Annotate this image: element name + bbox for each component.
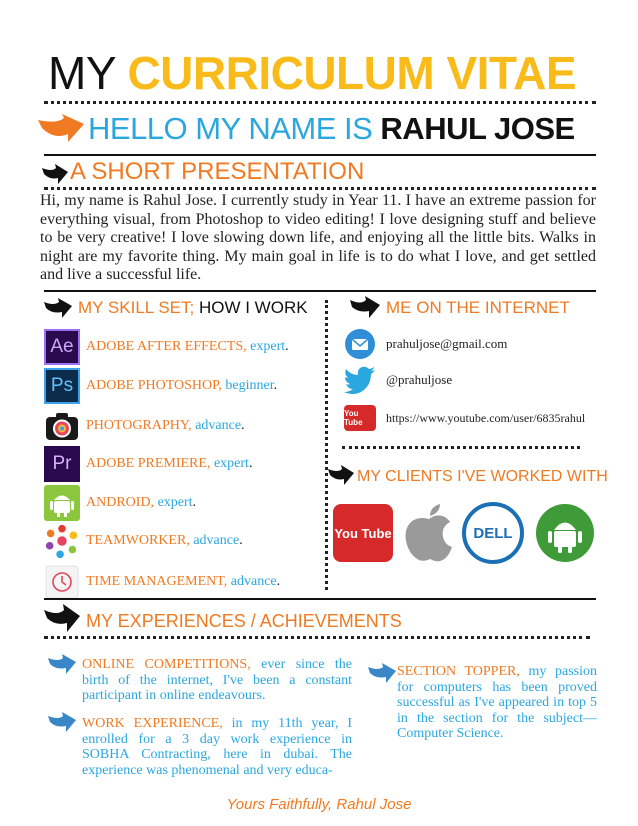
skill-photoshop (44, 368, 277, 404)
skill-period: . (248, 456, 253, 471)
email-text[interactable]: prahuljose@gmail.com (386, 336, 508, 351)
experience-heading: MY EXPERIENCES / ACHIEVEMENTS (86, 611, 402, 631)
client-apple (398, 502, 460, 564)
skill-level: advance (230, 574, 277, 589)
experience-title: WORK EXPERIENCE, (82, 716, 223, 731)
skill-name: PHOTOGRAPHY, (86, 418, 192, 433)
skill-name: ADOBE PREMIERE, (86, 456, 211, 471)
hello-divider (44, 154, 596, 156)
photoshop-icon: Ps (44, 368, 80, 404)
skill-level: expert (250, 339, 286, 354)
experience-text: in my 11th year, I enrolled for a 3 day work experience in SOBHA Contracting, here in dubai. The experience was phenomenal and very educa- (82, 716, 352, 778)
internet-divider (342, 446, 580, 449)
clients-heading: MY CLIENTS I'VE WORKED WITH (357, 468, 608, 485)
youtube-logo-text: You Tube (333, 504, 393, 562)
skill-level: advance (193, 533, 240, 548)
experience-top-line (44, 598, 596, 600)
client-dell (462, 502, 524, 564)
skill-name: TIME MANAGEMENT, (86, 574, 228, 589)
skill-name: ADOBE AFTER EFFECTS, (86, 339, 247, 354)
dell-logo-text: DELL (473, 524, 513, 542)
apple-icon (403, 503, 455, 563)
arrow-icon (38, 114, 84, 142)
after-effects-icon: Ae (44, 329, 80, 365)
android-icon (44, 485, 80, 521)
skill-photography (44, 408, 245, 444)
presentation-body: Hi, my name is Rahul Jose. I currently study in Year 11. I have an extreme passion for everything visual, from Photoshop to video editing! I love designing stuff and believe to be very creative! I love slowing down life, and enjoying all the little bits. Walks in night are my favorite thing. My main goal in life is to do what I love, and get settled and live a successful life. (40, 192, 596, 283)
internet-heading: ME ON THE INTERNET (386, 298, 570, 317)
skill-time-management (44, 564, 280, 600)
skills-heading-plain: HOW I WORK (198, 298, 308, 317)
youtube-link[interactable]: https://www.youtube.com/user/6835rahul (386, 410, 586, 425)
skill-level: expert (213, 456, 249, 471)
arrow-icon (328, 465, 354, 485)
arrow-icon (368, 663, 396, 683)
skill-name: TEAMWORKER, (86, 533, 190, 548)
skill-level: beginner (225, 378, 274, 393)
experience-title: ONLINE COMPETITIONS, (82, 657, 251, 672)
skill-android (44, 485, 196, 521)
contact-twitter (344, 365, 452, 395)
arrow-icon (42, 164, 68, 184)
team-icon (44, 523, 80, 559)
skill-level: expert (157, 495, 193, 510)
column-divider (325, 300, 328, 590)
twitter-icon (344, 365, 376, 395)
arrow-icon (44, 604, 80, 632)
skill-level: advance (195, 418, 242, 433)
skill-premiere (44, 446, 252, 482)
skills-heading-accent: MY SKILL SET; (78, 298, 195, 317)
arrow-icon (44, 298, 72, 318)
presentation-heading: A SHORT PRESENTATION (70, 158, 365, 185)
skill-period: . (276, 574, 281, 589)
youtube-logo-text: You Tube (344, 405, 376, 431)
experience-item (82, 657, 352, 704)
title-accent: CURRICULUM VITAE (127, 47, 577, 99)
contact-email (344, 329, 507, 359)
arrow-icon (48, 654, 76, 674)
contact-youtube (344, 403, 585, 433)
hello-line (88, 110, 575, 148)
person-name: RAHUL JOSE (380, 111, 575, 146)
title-plain: MY (48, 47, 116, 99)
skill-period: . (192, 495, 197, 510)
arrow-icon (350, 296, 380, 318)
android-icon (535, 503, 595, 563)
skill-name: ANDROID, (86, 495, 155, 510)
experience-text: ever since the birth of the internet, I've been a constant participant in online endeavours. (82, 657, 353, 703)
signature: Yours Faithfully, Rahul Jose (226, 796, 412, 813)
skill-period: . (241, 418, 245, 433)
experience-text: my passion for computers has been proved successful as I've appeared in top 5 in the section for the subject—Computer Science. (397, 664, 597, 741)
skill-period: . (273, 378, 278, 393)
arrow-icon (48, 712, 76, 732)
experience-item (82, 716, 352, 778)
client-youtube (332, 502, 394, 564)
skill-teamworker (44, 523, 243, 559)
page-title (48, 48, 576, 98)
presentation-bottom-line (44, 290, 596, 292)
title-divider (44, 101, 596, 104)
client-android (534, 502, 596, 564)
experience-title: SECTION TOPPER, (397, 664, 520, 679)
youtube-icon (344, 403, 376, 433)
twitter-handle[interactable]: @prahuljose (386, 372, 453, 387)
hello-text: HELLO MY NAME IS (88, 111, 373, 146)
skill-after-effects (44, 329, 289, 365)
presentation-divider (44, 187, 596, 190)
skill-period: . (239, 533, 243, 548)
experience-item (397, 664, 597, 742)
experience-divider (44, 636, 590, 639)
skills-heading (78, 297, 308, 319)
premiere-icon: Pr (44, 446, 80, 482)
email-icon (344, 329, 376, 359)
clock-icon (44, 564, 80, 600)
skill-name: ADOBE PHOTOSHOP, (86, 378, 222, 393)
skill-period: . (285, 339, 289, 354)
camera-icon (44, 408, 80, 444)
